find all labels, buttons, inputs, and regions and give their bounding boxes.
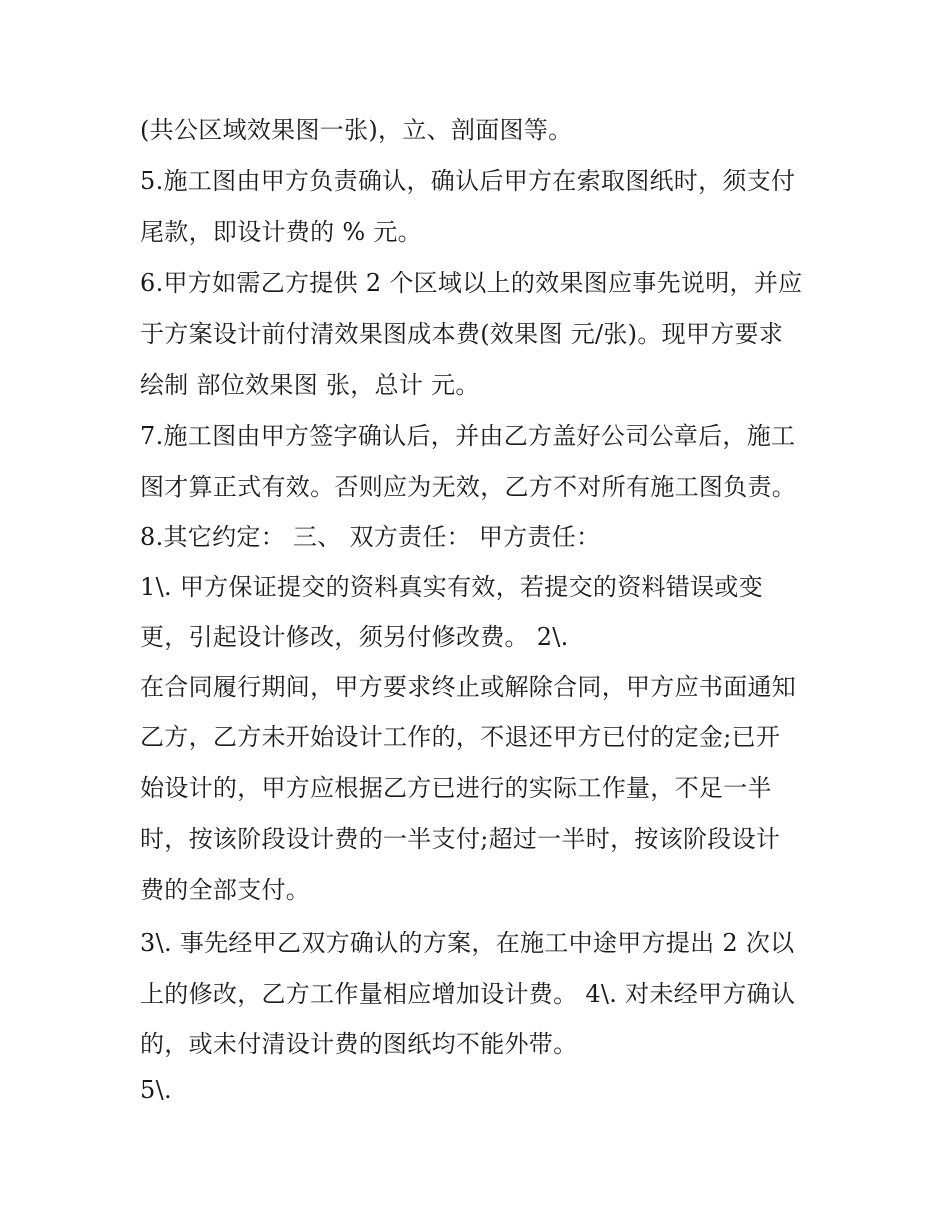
text-line: 上的修改，乙方工作量相应增加设计费。 4\. 对未经甲方确认 xyxy=(140,980,796,1008)
text-line: 更，引起设计修改，须另付修改费。 2\. xyxy=(140,623,569,651)
text-line: 3\. 事先经甲乙双方确认的方案，在施工中途甲方提出 2 次以 xyxy=(140,929,795,957)
text-line: 5.施工图由甲方负责确认，确认后甲方在索取图纸时，须支付 xyxy=(140,167,796,195)
text-line: 5\. xyxy=(140,1076,172,1104)
text-line: 图才算正式有效。否则应为无效，乙方不对所有施工图负责。 xyxy=(140,473,797,501)
text-line: 时，按该阶段设计费的一半支付;超过一半时，按该阶段设计 xyxy=(140,825,781,853)
text-line: 始设计的，甲方应根据乙方已进行的实际工作量，不足一半 xyxy=(140,774,772,802)
text-line: 于方案设计前付清效果图成本费(效果图 元/张)。现甲方要求 xyxy=(140,320,784,348)
text-line: 尾款，即设计费的 % 元。 xyxy=(140,218,422,246)
text-line: 7.施工图由甲方签字确认后，并由乙方盖好公司公章后，施工 xyxy=(140,422,796,450)
text-line: 8.其它约定： 三、 双方责任： 甲方责任： xyxy=(140,523,601,551)
text-line: 乙方，乙方未开始设计工作的，不退还甲方已付的定金;已开 xyxy=(140,723,781,751)
text-line: 在合同履行期间，甲方要求终止或解除合同，甲方应书面通知 xyxy=(140,673,797,701)
text-line: 6.甲方如需乙方提供 2 个区域以上的效果图应事先说明，并应 xyxy=(140,269,803,297)
text-line: (共公区域效果图一张)，立、剖面图等。 xyxy=(140,116,573,144)
text-line: 1\. 甲方保证提交的资料真实有效，若提交的资料错误或变 xyxy=(140,573,764,601)
text-line: 费的全部支付。 xyxy=(140,876,311,904)
text-line: 绘制 部位效果图 张，总计 元。 xyxy=(140,371,480,399)
text-line: 的，或未付清设计费的图纸均不能外带。 xyxy=(140,1030,578,1058)
